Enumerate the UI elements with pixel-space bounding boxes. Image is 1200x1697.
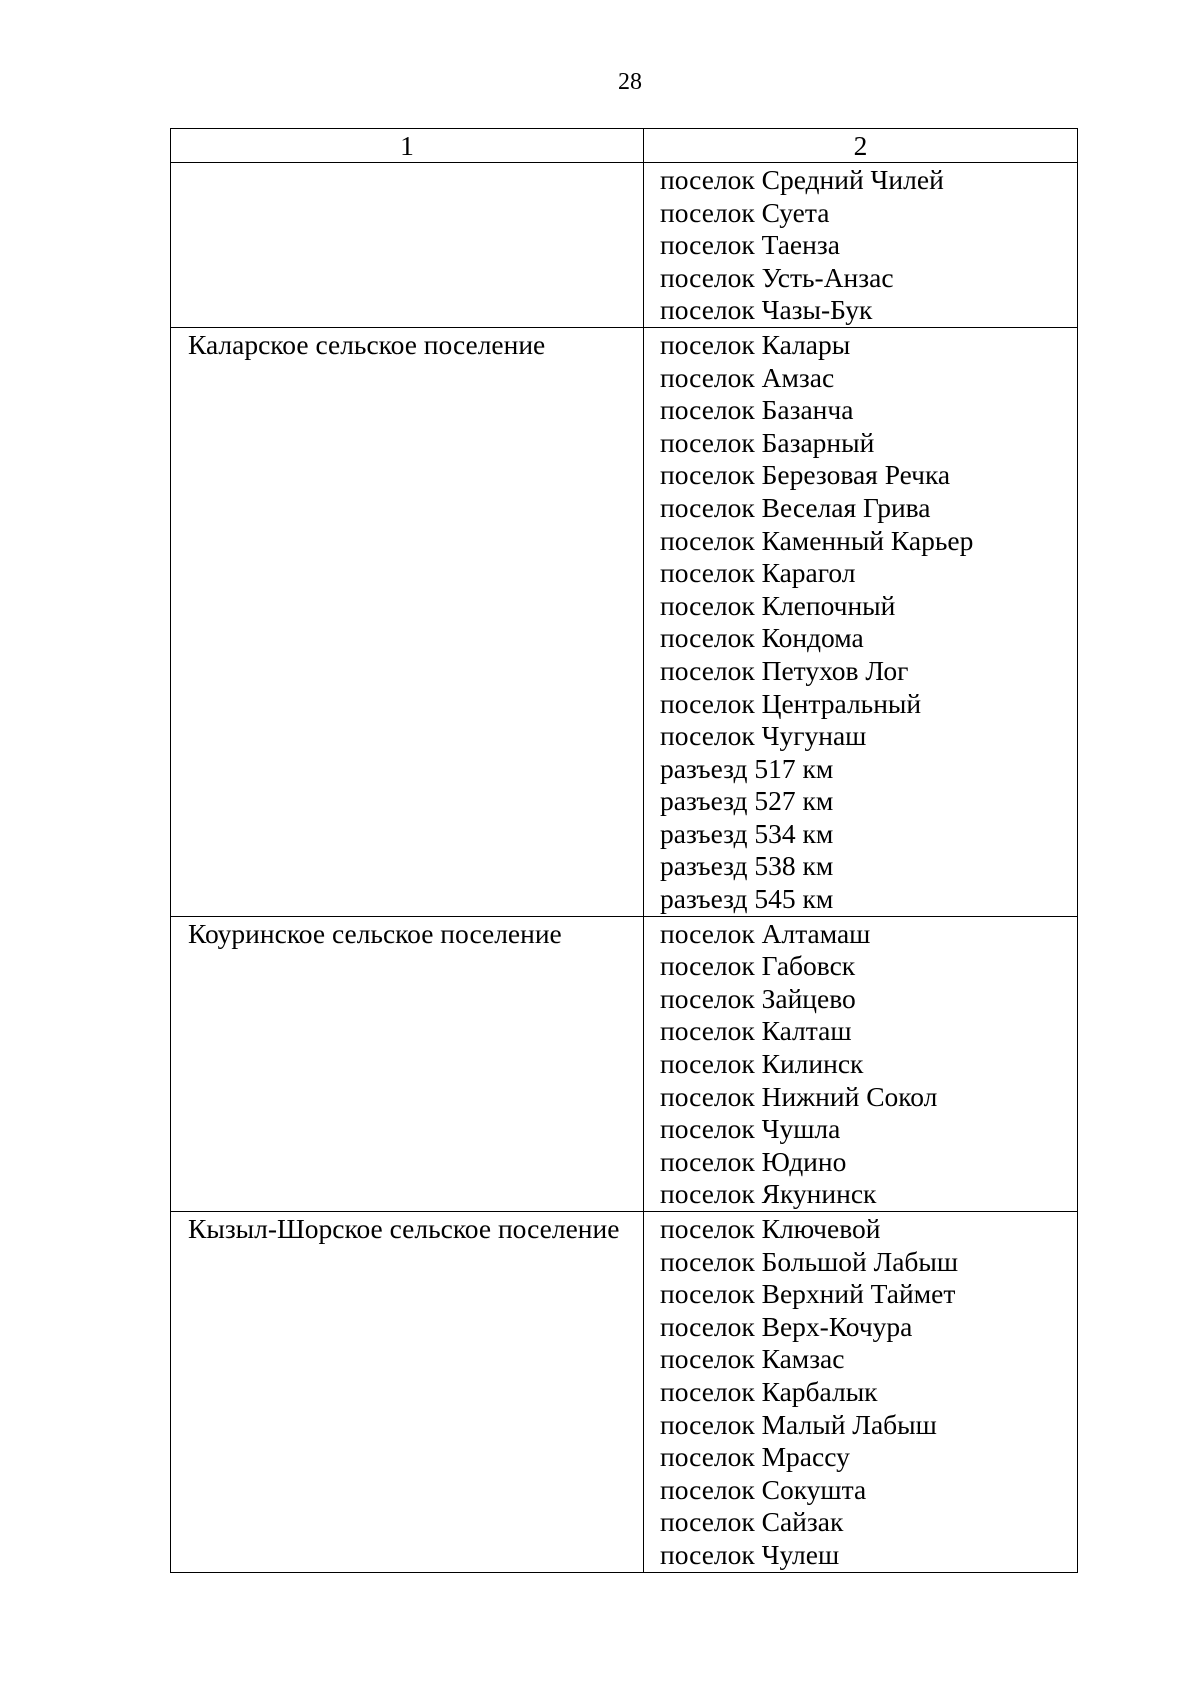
settlement-item: поселок Зайцево [660, 982, 856, 1014]
settlement-item: поселок Алтамаш [660, 917, 871, 949]
column-header-2: 2 [644, 129, 1078, 163]
settlement-item: поселок Таенза [660, 229, 840, 261]
settlement-item: поселок Юдино [660, 1145, 847, 1177]
settlement-item: поселок Центральный [660, 687, 922, 719]
settlement-item: поселок Малый Лабыш [660, 1408, 937, 1440]
settlement-item: поселок Мрассу [660, 1441, 850, 1473]
settlement-item: поселок Сайзак [660, 1506, 844, 1538]
settlement-list [644, 163, 1077, 327]
settlements-cell [644, 1212, 1078, 1573]
settlement-item: поселок Чазы-Бук [660, 294, 873, 326]
settlement-list [644, 328, 1077, 916]
settlement-item: разъезд 527 км [660, 785, 834, 817]
settlement-item: поселок Суета [660, 196, 830, 228]
settlement-item: поселок Веселая Грива [660, 491, 931, 523]
settlement-list [644, 1212, 1077, 1572]
table-row [171, 1212, 1078, 1573]
settlement-item: поселок Чушла [660, 1113, 841, 1145]
settlement-item: поселок Верхний Таймет [660, 1278, 956, 1310]
settlement-item: поселок Базанча [660, 394, 854, 426]
settlement-item: поселок Камзас [660, 1343, 845, 1375]
settlements-cell [644, 916, 1078, 1211]
settlement-item: разъезд 534 км [660, 817, 834, 849]
municipality-name: Каларское сельское поселение [188, 328, 546, 360]
settlement-item: поселок Верх-Кочура [660, 1310, 913, 1342]
settlements-table [170, 128, 1078, 1573]
settlement-item: разъезд 545 км [660, 883, 834, 915]
settlement-item: поселок Якунинск [660, 1178, 877, 1210]
settlement-item: поселок Карбалык [660, 1375, 878, 1407]
column-header-1: 1 [171, 129, 644, 163]
settlement-item: поселок Амзас [660, 361, 835, 393]
settlement-item: поселок Средний Чилей [660, 164, 944, 195]
settlement-item: поселок Сокушта [660, 1473, 867, 1505]
municipality-cell [171, 916, 644, 1211]
settlement-item: поселок Нижний Сокол [660, 1080, 938, 1112]
settlement-item: поселок Усть-Анзас [660, 261, 894, 293]
settlement-item: разъезд 517 км [660, 752, 834, 784]
settlement-item: поселок Ключевой [660, 1213, 881, 1244]
municipality-cell [171, 327, 644, 916]
settlement-item: поселок Чугунаш [660, 720, 867, 752]
settlement-item: поселок Калары [660, 328, 851, 360]
table-row [171, 916, 1078, 1211]
settlement-item: поселок Габовск [660, 950, 856, 982]
table-row [171, 327, 1078, 916]
page-number: 28 [618, 69, 642, 95]
municipality-name [171, 163, 643, 164]
municipality-name: Кызыл-Шорское сельское поселение [188, 1213, 620, 1244]
settlements-cell [644, 327, 1078, 916]
settlement-item: поселок Каменный Карьер [660, 524, 974, 556]
settlement-item: поселок Березовая Речка [660, 459, 951, 491]
settlement-list [644, 917, 1077, 1211]
settlements-cell [644, 163, 1078, 328]
settlement-item: поселок Кондома [660, 622, 864, 654]
settlement-item: поселок Карагол [660, 557, 856, 589]
settlement-item: поселок Петухов Лог [660, 654, 909, 686]
municipality-name: Коуринское сельское поселение [188, 917, 562, 949]
settlement-item: поселок Калташ [660, 1015, 852, 1047]
table-row [171, 163, 1078, 328]
settlement-item: поселок Клепочный [660, 589, 896, 621]
settlement-item: поселок Базарный [660, 426, 875, 458]
settlement-item: поселок Килинск [660, 1048, 864, 1080]
settlement-item: разъезд 538 км [660, 850, 834, 882]
settlement-item: поселок Большой Лабыш [660, 1245, 959, 1277]
municipality-cell [171, 1212, 644, 1573]
table-header-row [171, 129, 1078, 163]
municipality-cell [171, 163, 644, 328]
settlement-item: поселок Чулеш [660, 1538, 840, 1570]
